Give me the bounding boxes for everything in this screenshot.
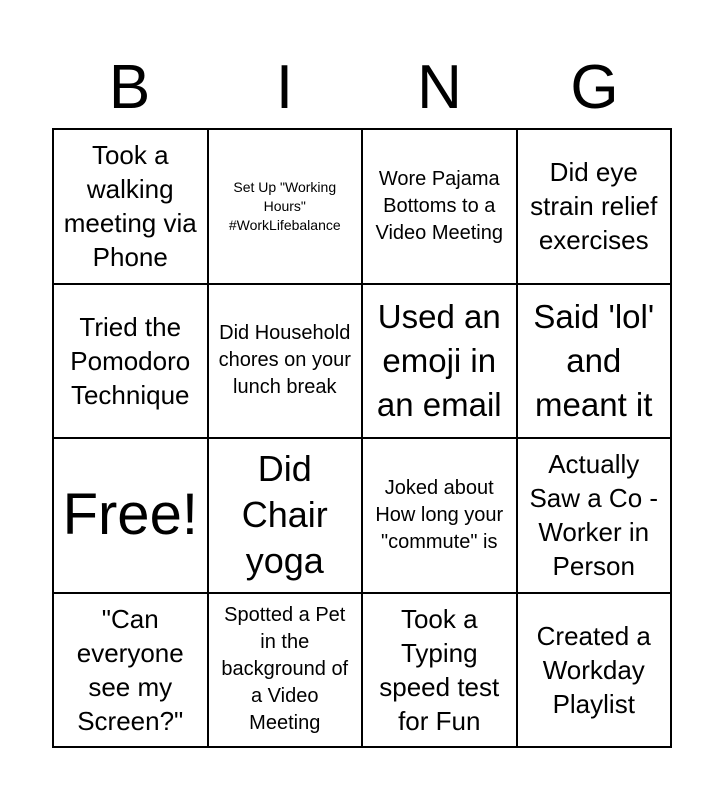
bingo-cell-text: Actually Saw a Co - Worker in Person xyxy=(529,449,659,582)
bingo-cell[interactable] xyxy=(54,594,207,747)
header-letter-n: N xyxy=(417,53,462,122)
bingo-cell-text: Joked about How long your "commute" is xyxy=(375,476,504,553)
header-letter-i: I xyxy=(275,53,294,122)
bingo-cell-text: Created a Workday Playlist xyxy=(536,620,651,719)
bingo-cell-text: Did Chair yoga xyxy=(241,448,328,582)
bingo-cell-free[interactable] xyxy=(54,439,207,592)
bingo-cell[interactable] xyxy=(518,130,671,283)
bingo-cell[interactable] xyxy=(518,594,671,747)
bingo-cell-text: Free! xyxy=(62,482,198,548)
bingo-cell[interactable] xyxy=(209,130,362,283)
bingo-header xyxy=(52,52,672,124)
bingo-cell-text: Did eye strain relief exercises xyxy=(530,157,658,256)
header-letter-g: G xyxy=(570,53,619,122)
bingo-cell-text: Said 'lol' and meant it xyxy=(533,297,655,423)
bingo-cell-text: Tried the Pomodoro Technique xyxy=(70,311,191,410)
bingo-cell-text: "Can everyone see my Screen?" xyxy=(76,603,184,736)
bingo-cell-text: Spotted a Pet in the background of a Video Meeting xyxy=(221,604,349,735)
bingo-cell-text: Took a Typing speed test for Fun xyxy=(379,603,500,736)
bingo-cell[interactable] xyxy=(518,439,671,592)
bingo-cell[interactable] xyxy=(363,594,516,747)
bingo-cell-text: Set Up "Working Hours" #WorkLifebalance xyxy=(228,178,341,233)
bingo-cell[interactable] xyxy=(209,594,362,747)
bingo-cell-text: Took a walking meeting via Phone xyxy=(63,140,197,273)
bingo-cell-text: Used an emoji in an email xyxy=(376,297,502,423)
bingo-cell[interactable] xyxy=(209,439,362,592)
bingo-cell[interactable] xyxy=(209,285,362,438)
bingo-cell[interactable] xyxy=(363,285,516,438)
header-letter-b: B xyxy=(108,53,151,122)
bingo-cell-text: Wore Pajama Bottoms to a Video Meeting xyxy=(375,167,503,244)
bingo-cell[interactable] xyxy=(363,439,516,592)
bingo-grid xyxy=(52,128,672,748)
bingo-cell[interactable] xyxy=(518,285,671,438)
bingo-cell[interactable] xyxy=(54,130,207,283)
bingo-cell[interactable] xyxy=(363,130,516,283)
bingo-cell-text: Did Household chores on your lunch break xyxy=(218,322,351,399)
bingo-cell[interactable] xyxy=(54,285,207,438)
